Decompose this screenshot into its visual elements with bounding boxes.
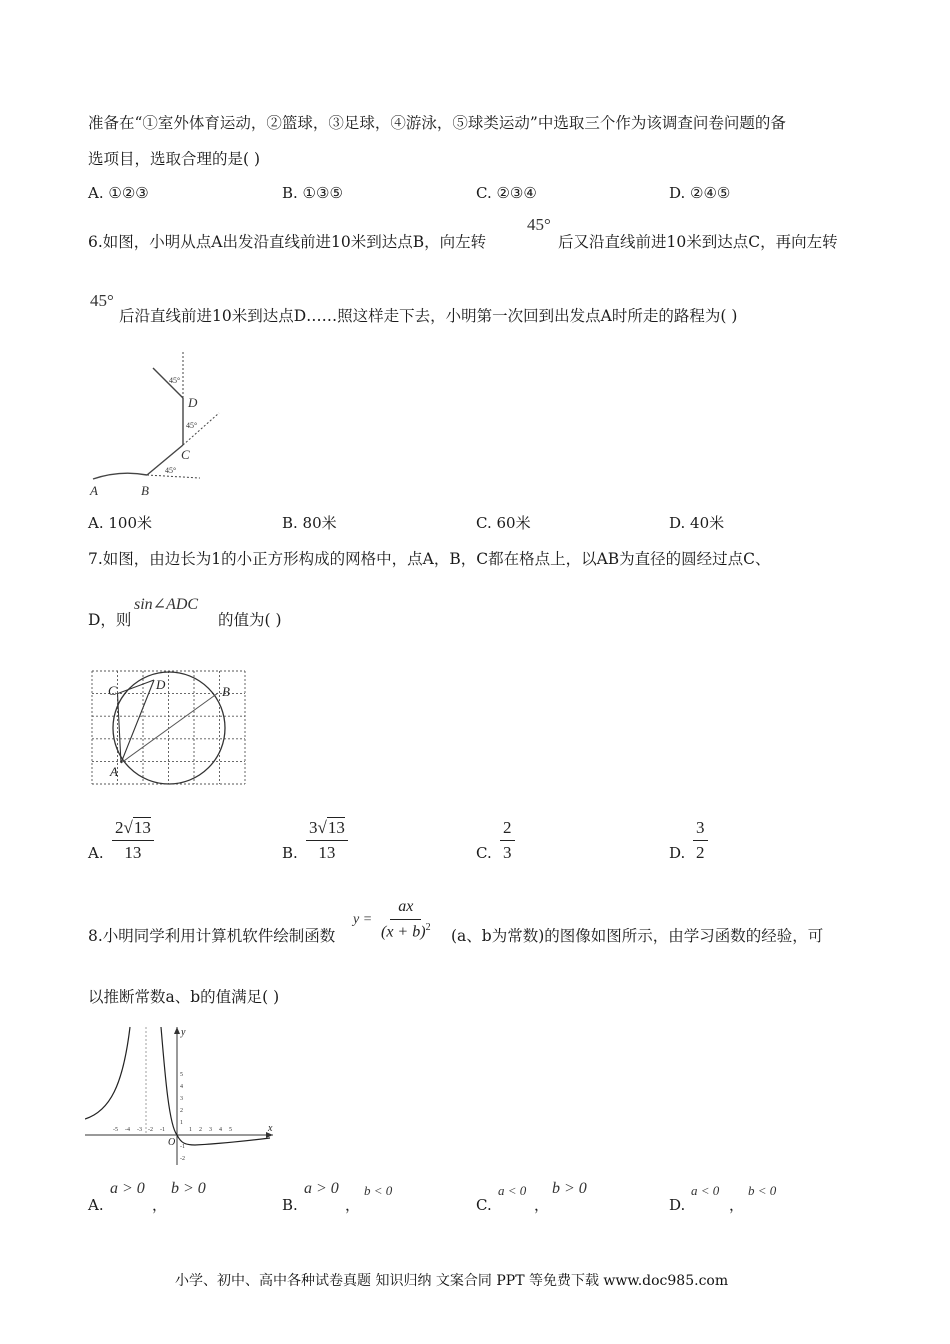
q8-option-a-letter: A.: [88, 1196, 104, 1214]
page-footer: 小学、初中、高中各种试卷真题 知识归纳 文案合同 PPT 等免费下载 www.doc985.com: [175, 1273, 729, 1289]
q8-option-d-cond-b: b < 0: [748, 1183, 777, 1198]
q6-path-figure: [85, 345, 235, 500]
q8-option-d-comma: ，: [729, 1196, 745, 1214]
q8-x-tick-labels: [113, 1127, 232, 1133]
q5-option-c: C. ②③④: [476, 184, 537, 202]
q8-formula-lhs: y =: [353, 912, 373, 927]
q7-option-a-fraction: $\frac{2√13}{13}$: [112, 818, 154, 863]
q7-option-b-fraction: $\frac{3√13}{13}$: [306, 818, 348, 863]
svg-text:4: 4: [219, 1127, 222, 1133]
q5-text-line2: 选项目，选取合理的是( ): [88, 150, 261, 168]
q7-sin-expression: sin∠ADC: [134, 596, 199, 613]
q6-option-c: C. 60米: [476, 514, 531, 532]
q8-text-line2: 以推断常数a、b的值满足( ): [88, 988, 280, 1006]
q8-option-c-cond-a: a < 0: [498, 1183, 527, 1198]
q7-option-c-fraction: $\frac{2}{3}$: [500, 818, 515, 863]
q6-angle-label-b: 45°: [165, 466, 177, 475]
svg-text:-5: -5: [113, 1127, 118, 1133]
q6-label-a: A: [90, 483, 98, 498]
q8-y-tick-labels: [180, 1072, 185, 1162]
q7-option-a-letter: A.: [88, 844, 104, 862]
q7-grid-circle-figure: [90, 668, 250, 790]
svg-text:5: 5: [180, 1072, 183, 1078]
q5-option-b: B. ①③⑤: [282, 184, 343, 202]
svg-text:-1: -1: [160, 1127, 165, 1133]
svg-text:2: 2: [180, 1108, 183, 1114]
q6-label-d: D: [188, 395, 198, 410]
q6-label-c: C: [181, 447, 190, 462]
svg-text:3: 3: [180, 1096, 183, 1102]
svg-text:-2: -2: [180, 1156, 185, 1162]
svg-text:-2: -2: [148, 1127, 153, 1133]
q7-option-d-letter: D.: [669, 844, 686, 862]
q6-label-b: B: [141, 483, 149, 498]
q8-y-label: y: [181, 1027, 186, 1038]
q8-origin-label: O: [168, 1137, 176, 1148]
q6-angle-2: 45°: [90, 291, 114, 310]
q7-option-d-fraction: $\frac{3}{2}$: [693, 818, 708, 863]
svg-text:-1: -1: [180, 1144, 185, 1150]
q8-option-d-letter: D.: [669, 1196, 686, 1214]
q8-option-c-letter: C.: [476, 1196, 492, 1214]
q6-option-a: A. 100米: [88, 514, 152, 532]
q8-y-arrow: [174, 1027, 180, 1034]
q7-option-c-letter: C.: [476, 844, 492, 862]
svg-text:5: 5: [229, 1127, 232, 1133]
q6-extension-ab: [147, 475, 200, 478]
q6-text-part3: 后沿直线前进10米到达点D……照这样走下去，小明第一次回到出发点A时所走的路程为( ): [119, 307, 738, 325]
q8-option-b-cond-b: b < 0: [364, 1183, 393, 1198]
svg-text:4: 4: [180, 1084, 183, 1090]
q7-diameter-ab: [121, 693, 218, 763]
q8-option-b-cond-a: a > 0: [304, 1180, 339, 1197]
q6-angle-label-c: 45°: [186, 421, 198, 430]
q8-option-d-cond-a: a < 0: [691, 1183, 720, 1198]
q8-text-part2: (a、b为常数)的图像如图所示，由学习函数的经验，可: [451, 927, 824, 945]
q6-text-part1: 6.如图，小明从点A出发沿直线前进10米到达点B，向左转: [88, 233, 487, 251]
q6-angle-1: 45°: [527, 215, 551, 234]
q6-segment-ab: [93, 473, 147, 479]
q8-function-graph: [85, 1025, 280, 1167]
svg-text:2: 2: [199, 1127, 202, 1133]
svg-text:1: 1: [180, 1120, 183, 1126]
q7-label-b: B: [222, 684, 230, 699]
svg-text:-4: -4: [125, 1127, 130, 1133]
q7-text-line2-post: 的值为( ): [218, 611, 282, 629]
q8-option-b-comma: ，: [345, 1196, 361, 1214]
svg-text:-3: -3: [137, 1127, 142, 1133]
q8-left-branch: [85, 1027, 130, 1119]
q7-option-b-letter: B.: [282, 844, 298, 862]
svg-text:1: 1: [189, 1127, 192, 1133]
q8-option-a-cond-b: b > 0: [171, 1180, 206, 1197]
q8-option-a-comma: ，: [152, 1196, 168, 1214]
q8-x-label: x: [268, 1123, 273, 1134]
q8-option-a-cond-a: a > 0: [110, 1180, 145, 1197]
q6-option-b: B. 80米: [282, 514, 337, 532]
q7-label-c: C: [108, 683, 117, 698]
q6-option-d: D. 40米: [669, 514, 725, 532]
q7-text-line2-pre: D，则: [88, 611, 132, 629]
q6-angle-label-d: 45°: [169, 376, 181, 385]
q6-text-part2: 后又沿直线前进10米到达点C，再向左转: [558, 233, 838, 251]
q7-text-line1: 7.如图，由边长为1的小正方形构成的网格中，点A，B，C都在格点上，以AB为直径的圆经过点C、: [88, 550, 771, 568]
q7-chord-cd: [118, 680, 155, 694]
q8-text-part1: 8.小明同学利用计算机软件绘制函数: [88, 927, 336, 945]
q8-formula-fraction: $\frac{ax}{(x + b)^2}$: [381, 898, 431, 941]
q7-label-d: D: [156, 677, 166, 692]
q5-option-d: D. ②④⑤: [669, 184, 731, 202]
q5-text-line1: 准备在“①室外体育运动，②篮球，③足球，④游泳，⑤球类运动”中选取三个作为该调查问卷问题的备: [88, 114, 786, 132]
q7-label-a: A: [110, 764, 118, 779]
svg-text:3: 3: [209, 1127, 212, 1133]
q8-option-c-comma: ，: [534, 1196, 550, 1214]
q5-option-a: A. ①②③: [88, 184, 149, 202]
q8-option-c-cond-b: b > 0: [552, 1180, 587, 1197]
q8-option-b-letter: B.: [282, 1196, 298, 1214]
